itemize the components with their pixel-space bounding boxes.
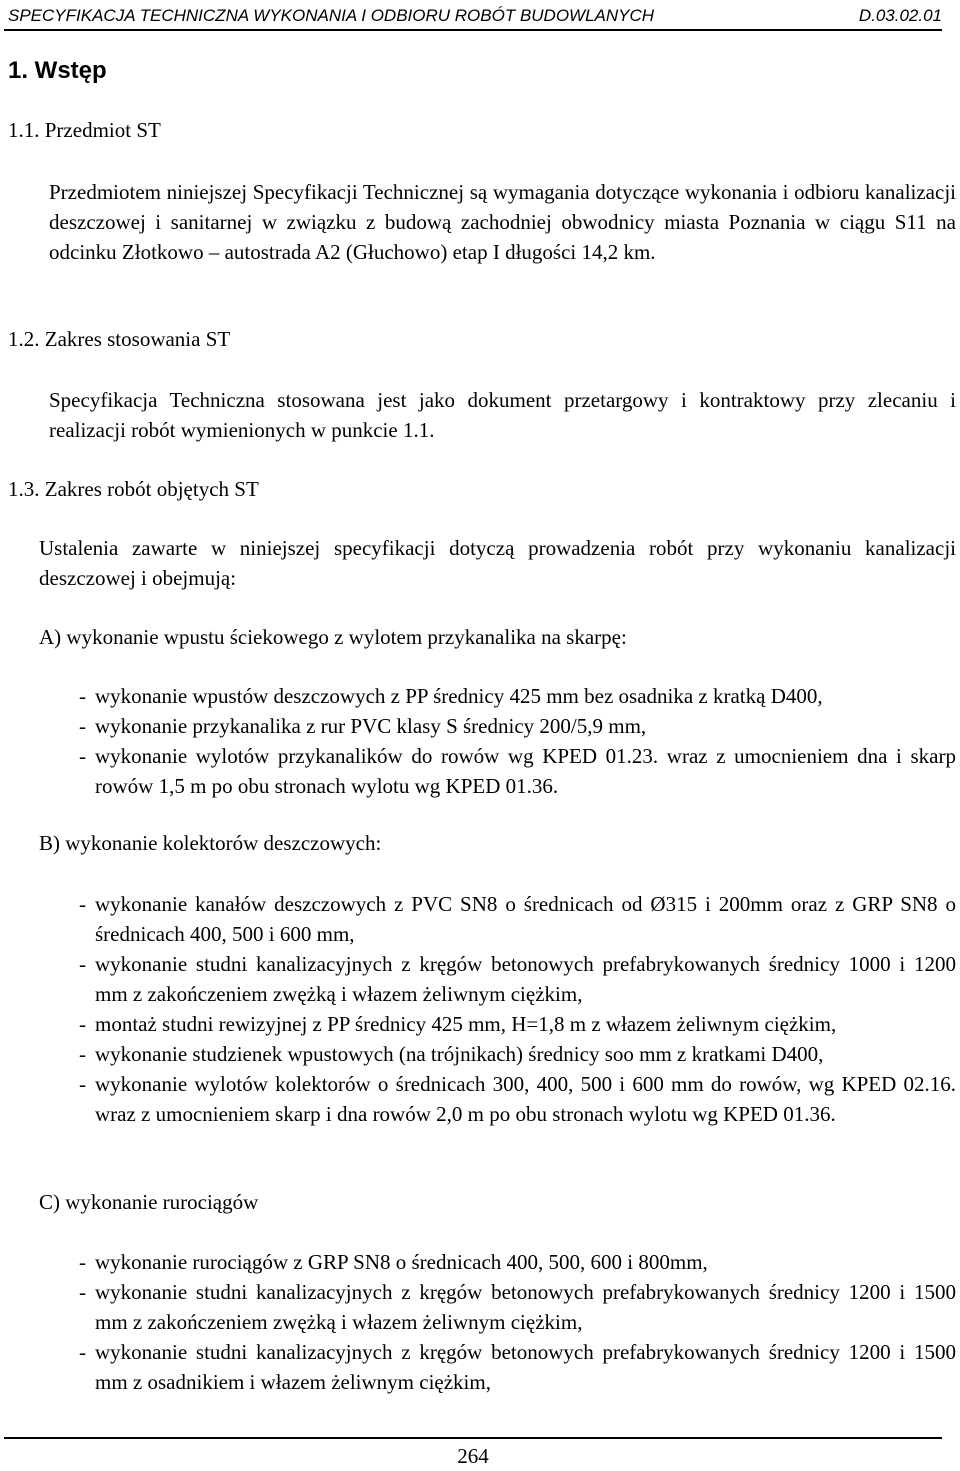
section-heading-1-2: 1.2. Zakres stosowania ST	[8, 327, 231, 351]
group-b-label: B) wykonanie kolektorów deszczowych:	[39, 831, 382, 855]
list-item: - wykonanie rurociągów z GRP SN8 o średnicach 400, 500, 600 i 800mm,	[79, 1250, 708, 1274]
list-item: - wykonanie przykanalika z rur PVC klasy S średnicy 200/5,9 mm,	[79, 714, 647, 738]
list-item: - wykonanie wylotów kolektorów o średnicach 300, 400, 500 i 600 mm do rowów, wg KPED 02.16. wraz z umocnieniem skarp i dna rowów 2,0 m po obu stronach wylotu wg KPED 01.36.	[79, 1072, 956, 1126]
section-heading-1-3: 1.3. Zakres robót objętych ST	[8, 477, 259, 501]
list-item: - wykonanie studni kanalizacyjnych z kręgów betonowych prefabrykowanych średnicy 1000 i 1200 mm z zakończeniem zwężką i włazem żeliwnym ciężkim,	[79, 952, 956, 1006]
group-a-label: A) wykonanie wpustu ściekowego z wylotem przykanalika na skarpę:	[39, 625, 627, 649]
list-item: - wykonanie studni kanalizacyjnych z kręgów betonowych prefabrykowanych średnicy 1200 i 1500 mm z zakończeniem zwężką i włazem żeliwnym ciężkim,	[79, 1280, 956, 1334]
header-code: D.03.02.01	[858, 6, 942, 25]
section-body-1-1: Przedmiotem niniejszej Specyfikacji Technicznej są wymagania dotyczące wykonania i odbioru kanalizacji deszczowej i sanitarnej w związku z budową zachodniej obwodnicy miasta Poznania w ciągu S11 na odcinku Złotkowo – autostrada A2 (Głuchowo) etap I długości 14,2 km.	[49, 180, 956, 264]
page-header	[4, 3, 942, 31]
section-heading-1-1: 1.1. Przedmiot ST	[8, 118, 161, 142]
group-c-list	[79, 1247, 956, 1397]
page-number: 264	[457, 1444, 489, 1468]
group-a-list	[79, 681, 956, 801]
group-c-label: C) wykonanie rurociągów	[39, 1190, 259, 1214]
list-item: - wykonanie studzienek wpustowych (na trójnikach) średnicy soo mm z kratkami D400,	[79, 1042, 824, 1066]
group-b-list	[79, 889, 956, 1129]
list-item: - montaż studni rewizyjnej z PP średnicy 425 mm, H=1,8 m z włazem żeliwnym ciężkim,	[79, 1012, 837, 1036]
section-body-1-2: Specyfikacja Techniczna stosowana jest jako dokument przetargowy i kontraktowy przy zlecaniu i realizacji robót wymienionych w punkcie 1.1.	[49, 388, 956, 442]
list-item: - wykonanie kanałów deszczowych z PVC SN8 o średnicach od Ø315 i 200mm oraz z GRP SN8 o średnicach 400, 500 i 600 mm,	[79, 892, 956, 946]
header-title: SPECYFIKACJA TECHNICZNA WYKONANIA I ODBIORU ROBÓT BUDOWLANYCH	[8, 6, 655, 25]
chapter-title: 1. Wstęp	[8, 57, 107, 84]
page-footer	[4, 1437, 942, 1471]
list-item: - wykonanie wylotów przykanalików do rowów wg KPED 01.23. wraz z umocnieniem dna i skarp rowów 1,5 m po obu stronach wylotu wg KPED 01.36.	[79, 744, 956, 798]
list-item: - wykonanie studni kanalizacyjnych z kręgów betonowych prefabrykowanych średnicy 1200 i 1500 mm z osadnikiem i włazem żeliwnym ciężkim,	[79, 1340, 956, 1394]
list-item: - wykonanie wpustów deszczowych z PP średnicy 425 mm bez osadnika z kratką D400,	[79, 684, 823, 708]
section-body-1-3: Ustalenia zawarte w niniejszej specyfikacji dotyczą prowadzenia robót przy wykonaniu kanalizacji deszczowej i obejmują:	[39, 536, 956, 590]
